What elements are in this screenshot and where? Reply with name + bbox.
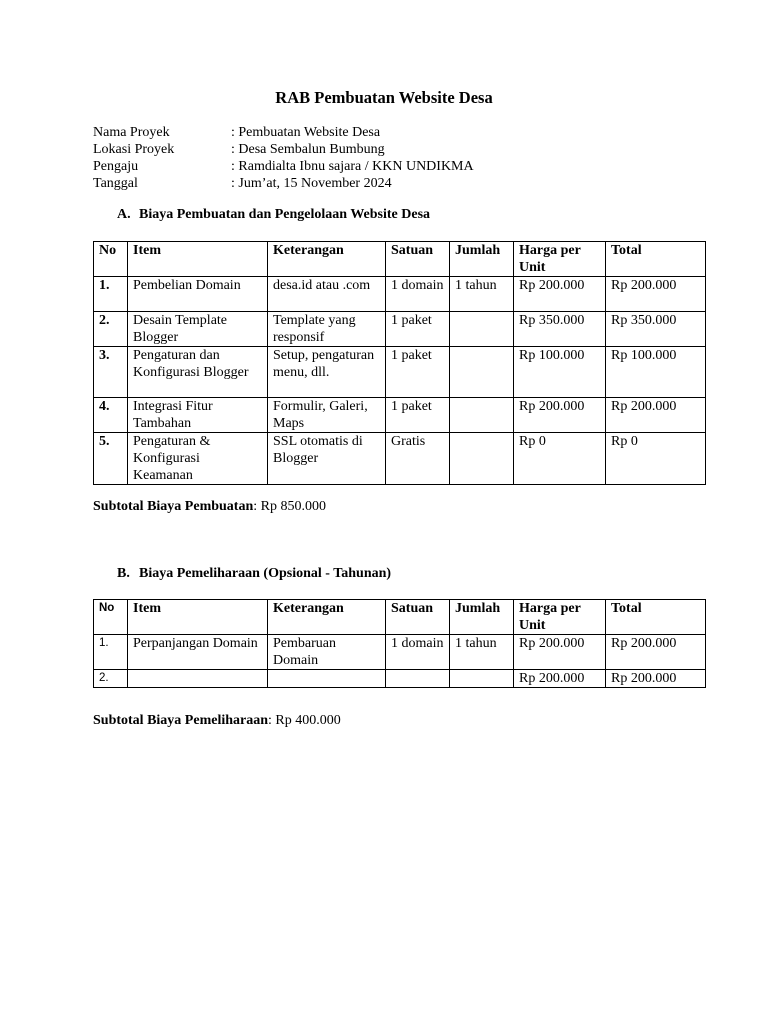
row-total: Rp 100.000 — [606, 347, 706, 398]
column-header-satuan: Satuan — [386, 600, 450, 635]
column-header-keterangan: Keterangan — [268, 242, 386, 277]
column-header-keterangan: Keterangan — [268, 600, 386, 635]
row-item: Integrasi Fitur Tambahan — [128, 398, 268, 433]
row-jumlah — [450, 670, 514, 688]
project-location-row — [93, 141, 474, 158]
project-info — [93, 124, 474, 192]
row-total: Rp 200.000 — [606, 277, 706, 312]
row-total: Rp 350.000 — [606, 312, 706, 347]
column-header-jumlah: Jumlah — [450, 600, 514, 635]
table-row — [94, 670, 706, 688]
project-name-label: Nama Proyek — [93, 125, 170, 140]
section-b-number: B. — [117, 566, 130, 581]
row-item: Pengaturan dan Konfigurasi Blogger — [128, 347, 268, 398]
table-header-row — [94, 600, 706, 635]
row-satuan: 1 domain — [386, 635, 450, 670]
table-row — [94, 398, 706, 433]
row-jumlah — [450, 398, 514, 433]
project-location-label: Lokasi Proyek — [93, 142, 175, 157]
subtotal-maintenance-label: Subtotal Biaya Pemeliharaan — [93, 713, 269, 728]
column-header-harga: Harga per Unit — [514, 600, 606, 635]
row-harga: Rp 200.000 — [514, 398, 606, 433]
maintenance-cost-table — [93, 599, 706, 688]
column-header-jumlah: Jumlah — [450, 242, 514, 277]
row-total: Rp 200.000 — [606, 635, 706, 670]
row-satuan: 1 domain — [386, 277, 450, 312]
column-header-no: No — [94, 242, 128, 277]
row-harga: Rp 100.000 — [514, 347, 606, 398]
row-keterangan: Template yang responsif — [268, 312, 386, 347]
row-no: 2. — [94, 670, 128, 688]
date-value: : Jum’at, 15 November 2024 — [231, 176, 392, 191]
project-name-value: : Pembuatan Website Desa — [231, 125, 381, 140]
row-jumlah: 1 tahun — [450, 277, 514, 312]
row-satuan — [386, 670, 450, 688]
construction-cost-table — [93, 241, 706, 485]
row-no: 4. — [94, 398, 128, 433]
row-no: 5. — [94, 433, 128, 485]
row-item: Desain Template Blogger — [128, 312, 268, 347]
section-a-title: Biaya Pembuatan dan Pengelolaan Website Desa — [139, 207, 431, 222]
row-no: 3. — [94, 347, 128, 398]
section-a-heading — [117, 207, 430, 223]
applicant-row — [93, 158, 474, 175]
column-header-satuan: Satuan — [386, 242, 450, 277]
row-harga: Rp 200.000 — [514, 277, 606, 312]
row-harga: Rp 0 — [514, 433, 606, 485]
row-item — [128, 670, 268, 688]
table-row — [94, 635, 706, 670]
column-header-harga: Harga per Unit — [514, 242, 606, 277]
row-no: 2. — [94, 312, 128, 347]
row-satuan: 1 paket — [386, 312, 450, 347]
row-total: Rp 200.000 — [606, 670, 706, 688]
row-total: Rp 0 — [606, 433, 706, 485]
row-keterangan: SSL otomatis di Blogger — [268, 433, 386, 485]
table-header-row — [94, 242, 706, 277]
table-row — [94, 312, 706, 347]
table-row — [94, 347, 706, 398]
table-row — [94, 277, 706, 312]
column-header-item: Item — [128, 600, 268, 635]
document-title: RAB Pembuatan Website Desa — [275, 88, 493, 107]
row-item: Pembelian Domain — [128, 277, 268, 312]
row-item: Pengaturan & Konfigurasi Keamanan — [128, 433, 268, 485]
subtotal-maintenance-value: : Rp 400.000 — [268, 713, 341, 728]
table-row — [94, 433, 706, 485]
row-keterangan: Pembaruan Domain — [268, 635, 386, 670]
row-harga: Rp 350.000 — [514, 312, 606, 347]
project-name-row — [93, 124, 474, 141]
section-b-title: Biaya Pemeliharaan (Opsional - Tahunan) — [139, 566, 392, 581]
row-keterangan: desa.id atau .com — [268, 277, 386, 312]
date-label: Tanggal — [93, 176, 138, 191]
column-header-total: Total — [606, 600, 706, 635]
row-keterangan: Setup, pengaturan menu, dll. — [268, 347, 386, 398]
subtotal-maintenance — [93, 713, 341, 729]
row-harga: Rp 200.000 — [514, 635, 606, 670]
row-no: 1. — [94, 635, 128, 670]
column-header-no: No — [94, 600, 128, 635]
date-row — [93, 175, 474, 192]
row-satuan: Gratis — [386, 433, 450, 485]
row-jumlah — [450, 433, 514, 485]
subtotal-construction — [93, 499, 326, 515]
subtotal-construction-value: : Rp 850.000 — [253, 499, 326, 514]
row-item: Perpanjangan Domain — [128, 635, 268, 670]
row-no: 1. — [94, 277, 128, 312]
row-satuan: 1 paket — [386, 347, 450, 398]
row-harga: Rp 200.000 — [514, 670, 606, 688]
project-location-value: : Desa Sembalun Bumbung — [231, 142, 385, 157]
subtotal-construction-label: Subtotal Biaya Pembuatan — [93, 499, 254, 514]
applicant-label: Pengaju — [93, 159, 139, 174]
row-keterangan — [268, 670, 386, 688]
section-a-number: A. — [117, 207, 131, 222]
row-jumlah — [450, 312, 514, 347]
section-b-heading — [117, 566, 391, 582]
row-satuan: 1 paket — [386, 398, 450, 433]
applicant-value: : Ramdialta Ibnu sajara / KKN UNDIKMA — [231, 159, 474, 174]
row-jumlah: 1 tahun — [450, 635, 514, 670]
column-header-total: Total — [606, 242, 706, 277]
row-keterangan: Formulir, Galeri, Maps — [268, 398, 386, 433]
row-total: Rp 200.000 — [606, 398, 706, 433]
row-jumlah — [450, 347, 514, 398]
column-header-item: Item — [128, 242, 268, 277]
